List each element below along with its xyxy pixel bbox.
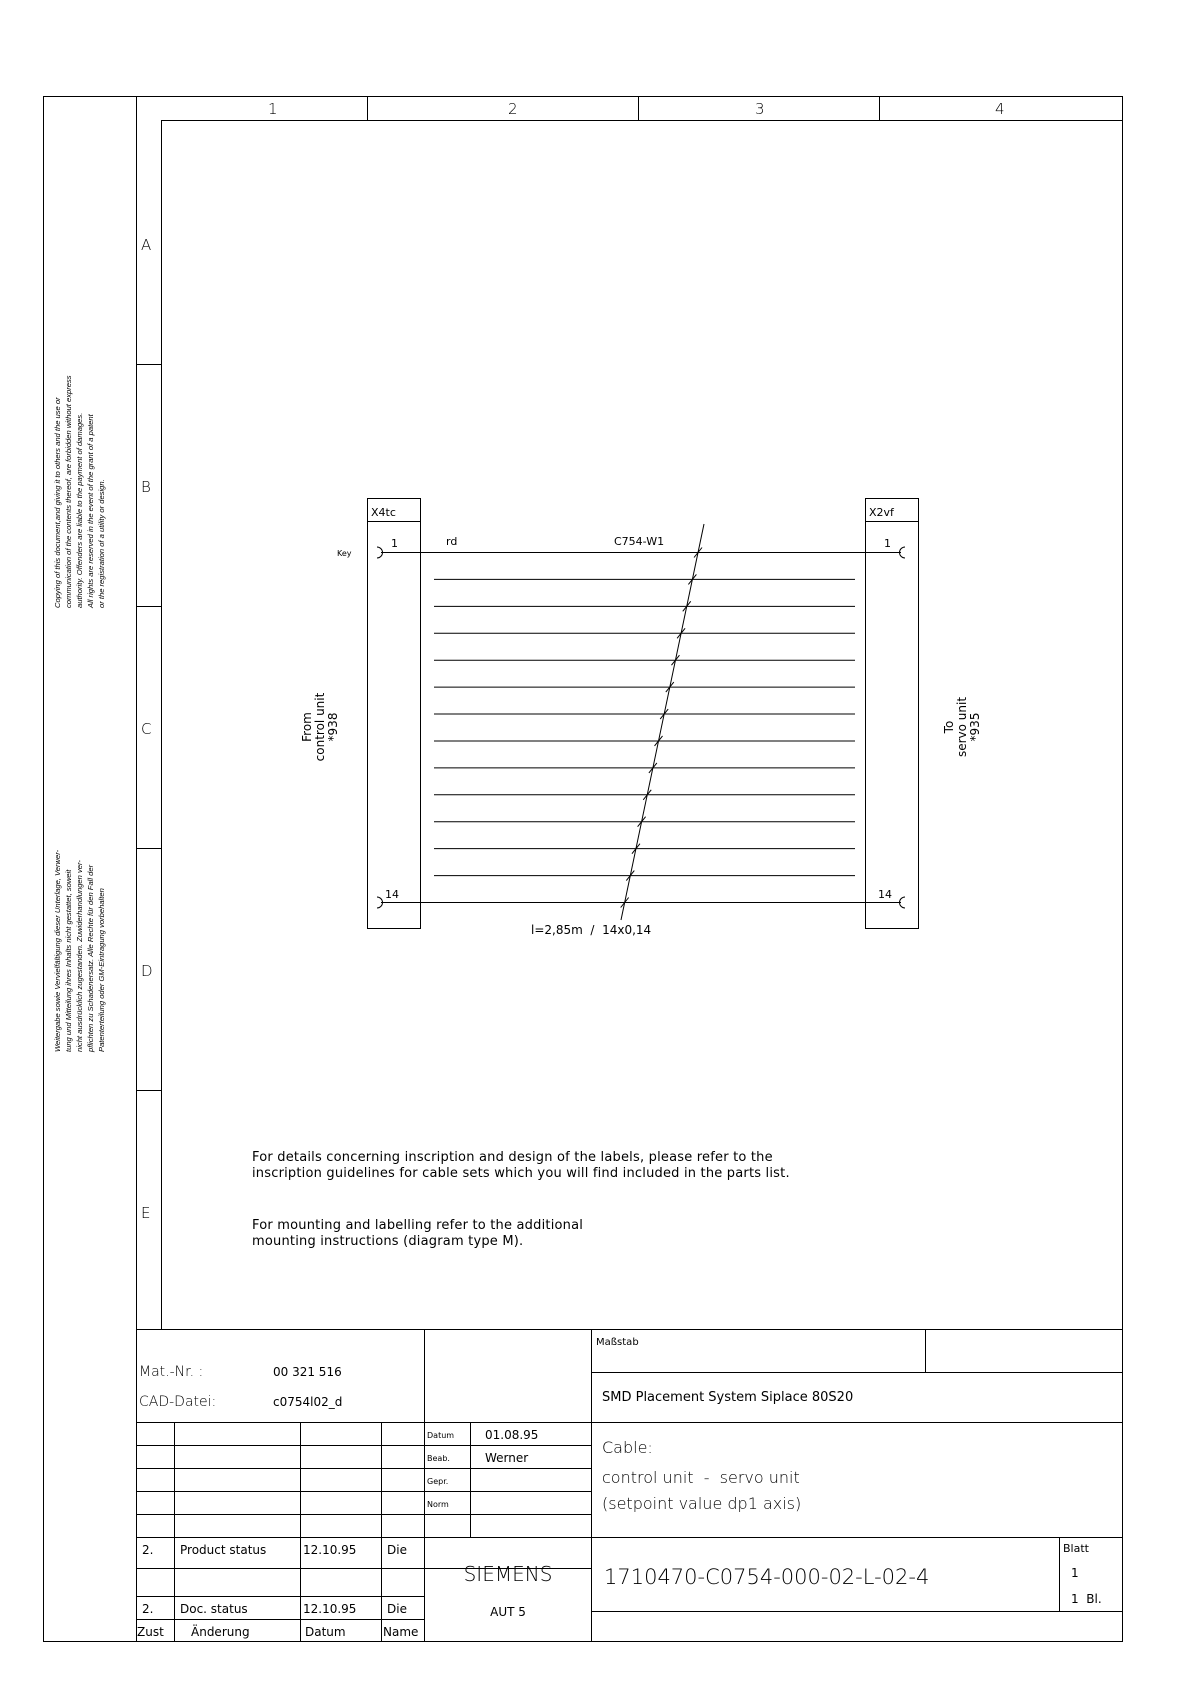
labels-note-line2: inscription guidelines for cable sets which you will find included in the parts list. bbox=[252, 1166, 790, 1181]
company-name: SIEMENS bbox=[463, 1562, 553, 1586]
revision2-name: Die bbox=[387, 1602, 407, 1616]
revision2-number: 2. bbox=[142, 1602, 154, 1616]
from-label-line1: From bbox=[300, 712, 314, 742]
right-connector-label: X2vf bbox=[869, 506, 894, 519]
mounting-note-line2: mounting instructions (diagram type M). bbox=[252, 1234, 524, 1249]
cad-file-value: c0754l02_d bbox=[273, 1395, 343, 1409]
copyright-notice-de bbox=[52, 850, 107, 1052]
right-connector-box bbox=[866, 499, 919, 929]
notice-en-line3: authority. Offenders are liable to the payment of damages. bbox=[75, 412, 84, 608]
header-name: Name bbox=[383, 1625, 419, 1639]
beab-value: Werner bbox=[485, 1451, 529, 1465]
mat-nr-value: 00 321 516 bbox=[273, 1365, 342, 1379]
blatt-label: Blatt bbox=[1063, 1542, 1089, 1555]
system-title: SMD Placement System Siplace 80S20 bbox=[602, 1390, 854, 1405]
column-label-1: 1 bbox=[268, 100, 278, 118]
labels-note-line1: For details concerning inscription and design of the labels, please refer to the bbox=[252, 1150, 773, 1165]
notice-en-line4: All rights are reserved in the event of the grant of a patent bbox=[86, 414, 95, 608]
mounting-note-line1: For mounting and labelling refer to the additional bbox=[252, 1218, 584, 1233]
copyright-notice-en bbox=[52, 375, 107, 608]
notice-en-line5: or the registration of a utility or design. bbox=[97, 479, 106, 608]
from-label-line2: control unit bbox=[313, 692, 327, 762]
wire-color-label: rd bbox=[446, 535, 458, 548]
revision2-date: 12.10.95 bbox=[303, 1602, 357, 1616]
from-label bbox=[300, 692, 340, 761]
mat-nr-label: Mat.-Nr. : bbox=[139, 1364, 204, 1380]
norm-label: Norm bbox=[427, 1500, 449, 1509]
revision1-name: Die bbox=[387, 1543, 407, 1557]
to-label bbox=[942, 697, 982, 757]
row-label-c: C bbox=[141, 720, 152, 738]
cable-description-line1: control unit - servo unit bbox=[602, 1468, 800, 1487]
right-pin-first: 1 bbox=[884, 537, 891, 550]
row-label-b: B bbox=[141, 478, 151, 496]
revision1-number: 2. bbox=[142, 1543, 154, 1557]
blatt-total: 1 Bl. bbox=[1071, 1592, 1102, 1606]
left-pin-first: 1 bbox=[391, 537, 398, 550]
blatt-value: 1 bbox=[1071, 1566, 1079, 1580]
column-label-4: 4 bbox=[995, 100, 1005, 118]
revision1-text: Product status bbox=[180, 1543, 267, 1557]
revision1-date: 12.10.95 bbox=[303, 1543, 357, 1557]
column-label-2: 2 bbox=[508, 100, 518, 118]
cable-id-label: C754-W1 bbox=[614, 535, 665, 548]
notice-de-line1: Weitergabe sowie Vervielfältigung dieser Unterlage, Verwer- bbox=[53, 849, 62, 1052]
beab-label: Beab. bbox=[427, 1454, 450, 1463]
notice-de-line3: nicht ausdrücklich zugestanden. Zuwiderhandlungen ver- bbox=[75, 860, 84, 1052]
cable-heading: Cable: bbox=[602, 1438, 653, 1457]
key-label: Key bbox=[337, 549, 352, 558]
cable-description-line2: (setpoint value dp1 axis) bbox=[602, 1494, 802, 1513]
header-datum: Datum bbox=[305, 1625, 346, 1639]
right-pin-last: 14 bbox=[878, 888, 892, 901]
to-label-line1: To bbox=[942, 720, 956, 734]
cable-spec-label: l=2,85m / 14x0,14 bbox=[531, 923, 652, 937]
left-pin-last: 14 bbox=[385, 888, 399, 901]
revision2-text: Doc. status bbox=[180, 1602, 248, 1616]
to-label-line3: *935 bbox=[968, 712, 982, 742]
department: AUT 5 bbox=[490, 1605, 526, 1619]
to-label-line2: servo unit bbox=[955, 696, 969, 758]
header-zust: Zust bbox=[137, 1625, 164, 1639]
mounting-note bbox=[252, 1218, 583, 1250]
left-connector-box bbox=[368, 499, 421, 929]
column-label-3: 3 bbox=[755, 100, 765, 118]
datum-label: Datum bbox=[427, 1431, 455, 1440]
notice-en-line2: communication of the contents thereof, are forbidden without express bbox=[64, 375, 73, 608]
cable-bundle-line bbox=[621, 524, 704, 920]
drawing-number: 1710470-C0754-000-02-L-02-4 bbox=[604, 1565, 930, 1589]
row-label-d: D bbox=[141, 962, 153, 980]
notice-en-line1: Copying of this document,and giving it to others and the use or bbox=[53, 397, 62, 608]
inner-wires bbox=[434, 579, 855, 875]
datum-value: 01.08.95 bbox=[485, 1428, 539, 1442]
cad-file-label: CAD-Datei: bbox=[139, 1394, 217, 1410]
header-aenderung: Änderung bbox=[191, 1625, 250, 1639]
notice-de-line2: tung und Mitteilung ihres Inhalts nicht gestattet, soweit bbox=[64, 869, 73, 1052]
row-label-a: A bbox=[141, 236, 152, 254]
notice-de-line5: Patenterteilung oder GM-Eintragung vorbehalten bbox=[97, 888, 106, 1052]
notice-de-line4: pflichten zu Schadenersatz. Alle Rechte für den Fall der bbox=[86, 864, 95, 1052]
labels-note bbox=[252, 1150, 790, 1182]
row-label-e: E bbox=[141, 1204, 151, 1222]
from-label-line3: *938 bbox=[326, 712, 340, 742]
left-connector-label: X4tc bbox=[371, 506, 396, 519]
gepr-label: Gepr. bbox=[427, 1477, 449, 1486]
massstab-label: Maßstab bbox=[596, 1337, 639, 1348]
